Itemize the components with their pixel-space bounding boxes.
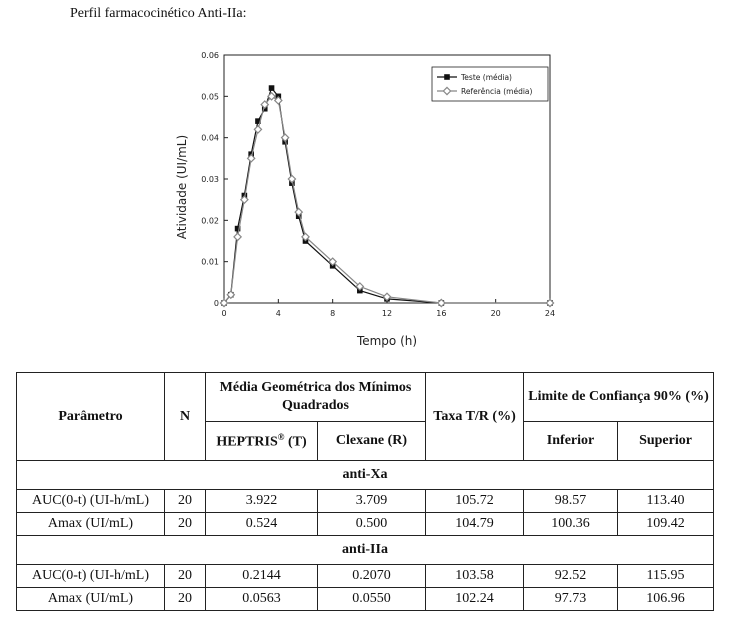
y-tick-label: 0.01	[201, 257, 219, 267]
header-inferior: Inferior	[524, 422, 618, 461]
header-heptris	[206, 422, 318, 461]
header-taxa: Taxa T/R (%)	[426, 373, 524, 461]
results-table	[16, 372, 714, 611]
table-cell: 20	[165, 513, 206, 536]
y-tick-label: 0.05	[201, 92, 219, 102]
table-cell: 97.73	[524, 588, 618, 611]
series-line-teste	[224, 88, 550, 303]
series-line-referencia	[224, 96, 550, 303]
x-tick-label: 12	[381, 309, 393, 318]
table-cell: 20	[165, 490, 206, 513]
table-cell: 0.0550	[318, 588, 426, 611]
table-cell: 3.922	[206, 490, 318, 513]
legend-label: Teste (média)	[461, 73, 512, 82]
table-cell: 20	[165, 565, 206, 588]
x-tick-label: 0	[221, 309, 227, 318]
table-cell: 0.2144	[206, 565, 318, 588]
x-tick-label: 24	[544, 309, 556, 318]
table-row	[17, 490, 714, 513]
heptris-label: HEPTRIS	[216, 434, 278, 450]
y-axis-label: Atividade (UI/mL)	[175, 134, 189, 240]
table-row	[17, 588, 714, 611]
table-cell: 0.2070	[318, 565, 426, 588]
table-cell: 20	[165, 588, 206, 611]
pk-line-chart	[170, 40, 570, 360]
section-row-anti-xa	[17, 461, 714, 490]
header-superior: Superior	[618, 422, 714, 461]
data-point-teste	[444, 74, 450, 80]
y-tick-label: 0.02	[201, 216, 219, 226]
table-cell: 100.36	[524, 513, 618, 536]
table-cell: 98.57	[524, 490, 618, 513]
data-point-referencia	[234, 233, 241, 240]
table-cell: 105.72	[426, 490, 524, 513]
table-cell: Amax (UI/mL)	[17, 513, 165, 536]
data-point-teste	[269, 85, 275, 91]
header-media-geometrica: Média Geométrica dos Mínimos Quadrados	[206, 373, 426, 422]
x-tick-label: 4	[275, 309, 281, 318]
heptris-suffix: (T)	[284, 434, 307, 450]
y-tick-label: 0	[213, 299, 219, 308]
header-n: N	[165, 373, 206, 461]
section-title: anti-IIa	[17, 536, 714, 565]
table-row	[17, 513, 714, 536]
table-cell: AUC(0-t) (UI-h/mL)	[17, 565, 165, 588]
header-parametro: Parâmetro	[17, 373, 165, 461]
table-cell: 92.52	[524, 565, 618, 588]
table-cell: 106.96	[618, 588, 714, 611]
y-tick-label: 0.06	[201, 51, 219, 60]
x-tick-label: 16	[436, 309, 447, 318]
table-row	[17, 565, 714, 588]
header-clexane: Clexane (R)	[318, 422, 426, 461]
legend-label: Referência (média)	[461, 87, 533, 96]
table-cell: 115.95	[618, 565, 714, 588]
table-cell: 3.709	[318, 490, 426, 513]
table-cell: 104.79	[426, 513, 524, 536]
y-tick-label: 0.04	[201, 133, 219, 143]
table-cell: 0.500	[318, 513, 426, 536]
x-tick-label: 8	[330, 309, 336, 318]
section-row-anti-iia	[17, 536, 714, 565]
x-axis-label: Tempo (h)	[356, 334, 418, 348]
table-cell: 0.0563	[206, 588, 318, 611]
section-title: anti-Xa	[17, 461, 714, 490]
table-cell: AUC(0-t) (UI-h/mL)	[17, 490, 165, 513]
table-cell: 109.42	[618, 513, 714, 536]
header-limite-confianca: Limite de Confiança 90% (%)	[524, 373, 714, 422]
registered-mark: ®	[277, 431, 285, 442]
x-tick-label: 20	[490, 309, 501, 318]
y-tick-label: 0.03	[201, 175, 219, 184]
figure-caption: Perfil farmacocinético Anti-IIa:	[70, 6, 247, 21]
table-cell: 0.524	[206, 513, 318, 536]
table-cell: Amax (UI/mL)	[17, 588, 165, 611]
table-cell: 102.24	[426, 588, 524, 611]
table-cell: 113.40	[618, 490, 714, 513]
table-cell: 103.58	[426, 565, 524, 588]
table-header-row	[17, 373, 714, 422]
